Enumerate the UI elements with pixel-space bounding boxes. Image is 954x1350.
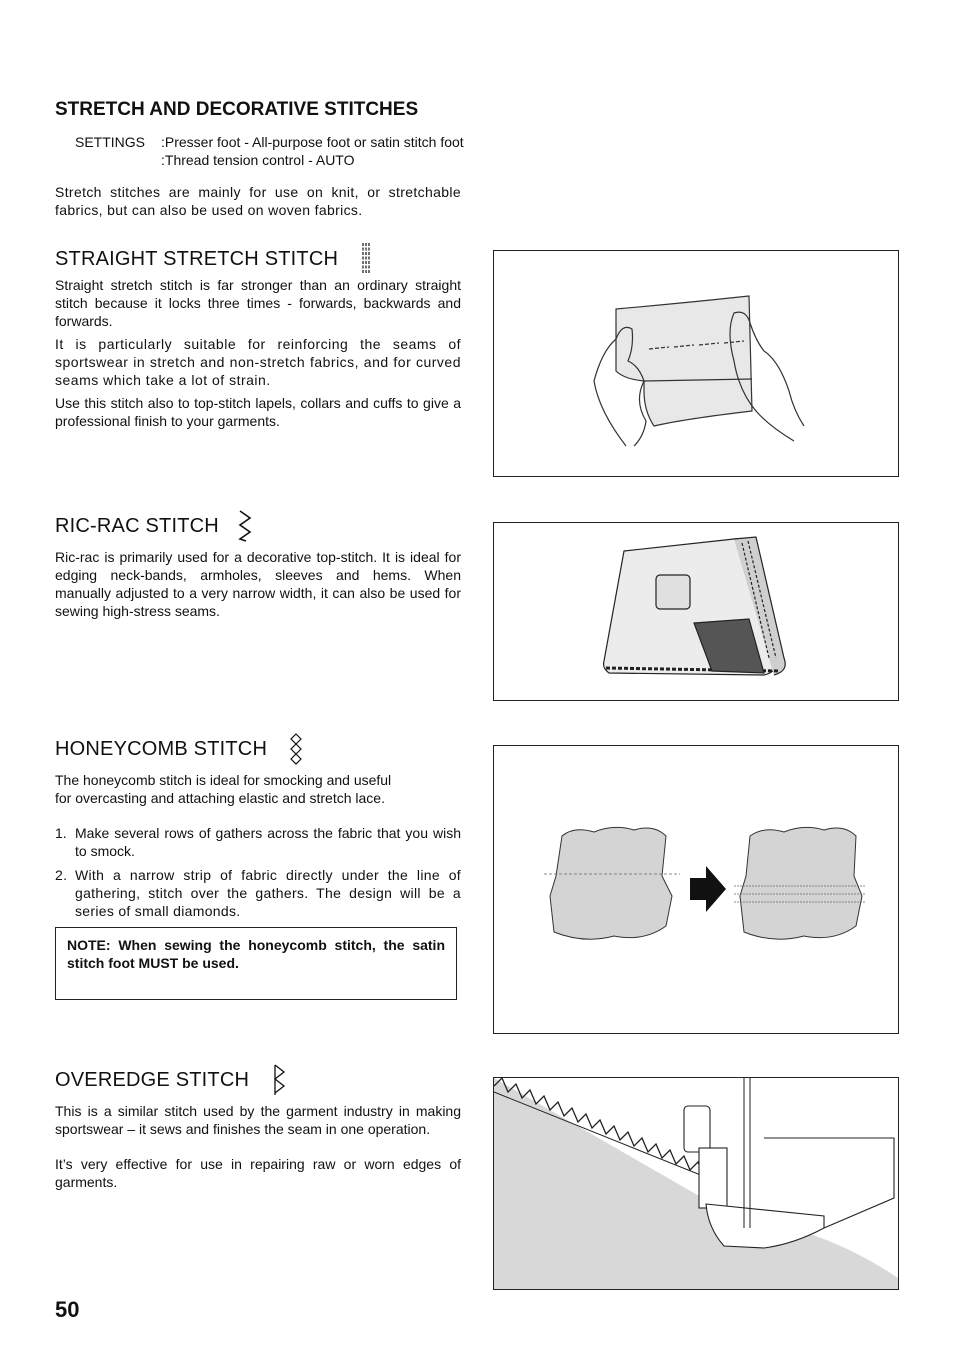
overedge-heading-row [55,1064,287,1096]
straight-stretch-stitch-icon [360,243,372,275]
note-box: NOTE: When sewing the honeycomb stitch, the satin stitch foot MUST be used. [55,927,457,1000]
settings-label: SETTINGS [75,134,146,150]
list-item [55,824,461,860]
ric-rac-illustration [493,522,899,701]
honeycomb-intro [55,771,461,807]
honeycomb-heading-row [55,733,303,765]
overedge-heading: OVEREDGE STITCH [55,1068,250,1091]
intro-paragraph: Stretch stitches are mainly for use on knit, or stretchable fabrics, but can also be used on woven fabrics. [55,184,461,218]
honeycomb-intro-line-2: for overcasting and attaching elastic and stretch lace. [55,790,385,806]
ric-rac-heading: RIC-RAC STITCH [55,514,219,537]
straight-stretch-paragraph-1: Straight stretch stitch is far stronger than an ordinary straight stitch because it locks three times - forwards, backwards and forwards. [55,277,461,329]
step-text: Make several rows of gathers across the fabric that you wish to smock. [75,825,461,859]
settings-block [75,133,464,169]
straight-stretch-illustration [493,250,899,477]
straight-stretch-paragraph-2: It is particularly suitable for reinforcing the seams of sportswear in stretch and non-stretch fabrics, and for curved seams which take a lot of strain. [55,336,461,388]
list-item [55,866,461,920]
step-number: 1. [55,825,67,841]
page-title: STRETCH AND DECORATIVE STITCHES [55,99,419,120]
honeycomb-intro-line-1: The honeycomb stitch is ideal for smocking and useful [55,772,392,788]
ric-rac-stitch-icon [237,510,253,542]
straight-stretch-heading-row [55,243,372,275]
honeycomb-heading: HONEYCOMB STITCH [55,737,268,760]
overedge-illustration [493,1077,899,1290]
step-number: 2. [55,867,68,883]
page-number: 50 [55,1297,80,1322]
honeycomb-illustration [493,745,899,1034]
straight-stretch-paragraph-3: Use this stitch also to top-stitch lapels, collars and cuffs to give a professional finish to your garments. [55,395,461,429]
settings-tension: :Thread tension control - AUTO [161,152,355,168]
ric-rac-heading-row [55,510,253,542]
ric-rac-paragraph: Ric-rac is primarily used for a decorative top-stitch. It is ideal for edging neck-bands, armholes, sleeves and hems. When manually adjusted to a very narrow width, it can also be used for sewing high-stress seams. [55,549,461,619]
step-text: With a narrow strip of fabric directly under the line of gathering, stitch over the gathers. The design will be a series of small diamonds. [75,867,461,919]
honeycomb-stitch-icon [289,733,303,765]
straight-stretch-heading: STRAIGHT STRETCH STITCH [55,247,339,270]
overedge-paragraph-1: This is a similar stitch used by the garment industry in making sportswear – it sews and finishes the seam in one operation. [55,1103,461,1137]
settings-presser-foot: :Presser foot - All-purpose foot or satin stitch foot [161,134,464,150]
overedge-stitch-icon [273,1064,287,1096]
overedge-paragraph-2: It’s very effective for use in repairing raw or worn edges of garments. [55,1156,461,1190]
